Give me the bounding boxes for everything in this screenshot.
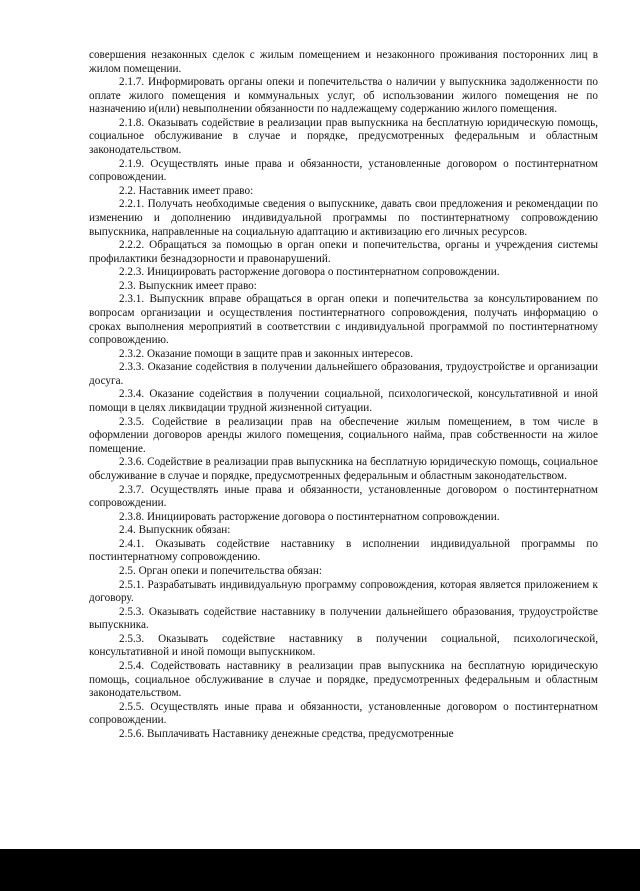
- paragraph-2-3-1: 2.3.1. Выпускник вправе обращаться в орган опеки и попечительства за консультированием по вопросам организации и осуществления постинтернатного сопровождения, получать информацию о сроках выполнения мероприятий в соответствии с индивидуальной программой по постинтернатному сопровождению.: [89, 293, 598, 347]
- paragraph-2-2-3: 2.2.3. Инициировать расторжение договора о постинтернатном сопровождении.: [119, 266, 500, 279]
- paragraph-2-1-9: 2.1.9. Осуществлять иные права и обязанности, установленные договором о постинтернатном сопровождении.: [89, 157, 598, 184]
- paragraph-2-5-1: 2.5.1. Разрабатывать индивидуальную программу сопровождения, которая является приложением к договору.: [89, 578, 598, 605]
- heading-2-4: 2.4. Выпускник обязан:: [119, 524, 231, 537]
- paragraph-2-3-8: 2.3.8. Инициировать расторжение договора о постинтернатном сопровождении.: [119, 510, 500, 523]
- paragraph-2-1-7: 2.1.7. Информировать органы опеки и попечительства о наличии у выпускника задолженности по оплате жилого помещения и коммунальных услуг, об использовании жилого помещения не по назначению и(или) невыполнении обязанности по надлежащему содержанию жилого помещения.: [89, 76, 598, 116]
- heading-2-3: 2.3. Выпускник имеет право:: [119, 279, 257, 292]
- paragraph-2-5-3-b: 2.5.3. Оказывать содействие наставнику в получении социальной, психологической, консультативной и иной помощи выпускником.: [89, 632, 598, 659]
- paragraph-2-5-3-a: 2.5.3. Оказывать содействие наставнику в получении дальнейшего образования, трудоустройстве выпускника.: [89, 605, 598, 632]
- paragraph-2-3-7: 2.3.7. Осуществлять иные права и обязанности, установленные договором о постинтернатном сопровождении.: [89, 483, 598, 510]
- paragraph-2-3-4: 2.3.4. Оказание содействия в получении социальной, психологической, консультативной и иной помощи в целях ликвидации трудной жизненной ситуации.: [89, 388, 598, 415]
- scan-bottom-border: [0, 849, 640, 891]
- paragraph-2-5-4: 2.5.4. Содействовать наставнику в реализации прав выпускника на бесплатную юридическую помощь, социальное обслуживание в случае и порядке, предусмотренных федеральным и областным законодательством.: [89, 660, 598, 700]
- heading-2-2: 2.2. Наставник имеет право:: [119, 184, 254, 197]
- paragraph-2-5-6: 2.5.6. Выплачивать Наставнику денежные средства, предусмотренные: [119, 727, 454, 740]
- paragraph-2-4-1: 2.4.1. Оказывать содействие наставнику в исполнении индивидуальной программы по постинтернатному сопровождению.: [89, 537, 598, 564]
- paragraph-continuation: совершения незаконных сделок с жилым помещением и незаконного проживания посторонних лиц в жилом помещении.: [89, 49, 598, 75]
- paragraph-2-2-1: 2.2.1. Получать необходимые сведения о выпускнике, давать свои предложения и рекомендации по изменению и дополнению индивидуальной программы по постинтернатному сопровождению выпускника, направленные на социальную адаптацию и активизацию его личных ресурсов.: [89, 198, 598, 238]
- paragraph-2-3-6: 2.3.6. Содействие в реализации прав выпускника на бесплатную юридическую помощь, социальное обслуживание в случае и порядке, предусмотренных федеральным и областным законодательством.: [89, 456, 598, 482]
- paragraph-2-3-5: 2.3.5. Содействие в реализации прав на обеспечение жилым помещением, в том числе в оформлении договоров аренды жилого помещения, социального найма, прав собственности на жилое помещение.: [89, 415, 598, 455]
- paragraph-2-3-3: 2.3.3. Оказание содействия в получении дальнейшего образования, трудоустройстве и организации досуга.: [89, 361, 598, 387]
- paragraph-2-3-2: 2.3.2. Оказание помощи в защите прав и законных интересов.: [119, 347, 413, 360]
- document-page: [89, 49, 598, 741]
- heading-2-5: 2.5. Орган опеки и попечительства обязан:: [119, 564, 322, 577]
- paragraph-2-1-8: 2.1.8. Оказывать содействие в реализации прав выпускника на бесплатную юридическую помощь, социальное обслуживание в случае и порядке, предусмотренных федеральным и областным законодательством.: [89, 116, 598, 157]
- paragraph-2-5-5: 2.5.5. Осуществлять иные права и обязанности, установленные договором о постинтернатном сопровождении.: [89, 700, 598, 727]
- paragraph-2-2-2: 2.2.2. Обращаться за помощью в орган опеки и попечительства, органы и учреждения системы профилактики безнадзорности и правонарушений.: [89, 239, 598, 265]
